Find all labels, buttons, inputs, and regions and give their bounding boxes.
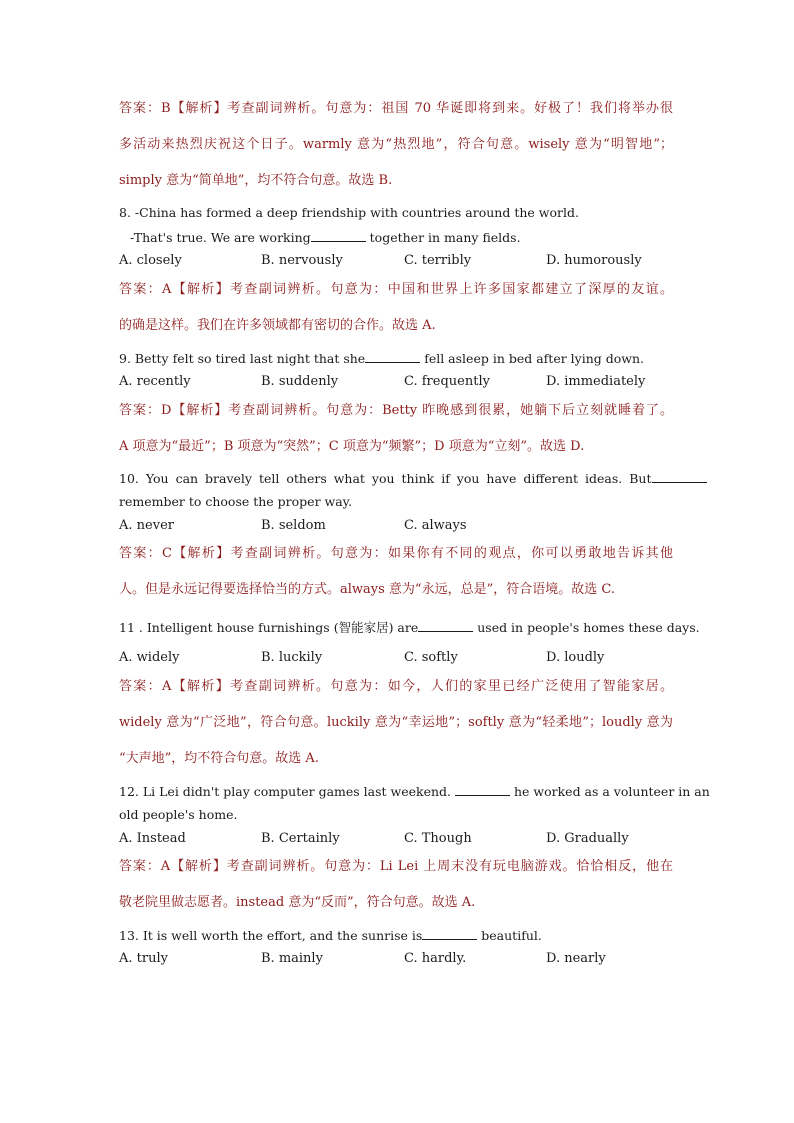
option-d: D. Gradually (546, 831, 629, 846)
question-11: 11 . Intelligent house furnishings (智能家居) are used in people's homes these days. (119, 620, 700, 635)
answer-11-line-3: “大声地”，均不符合句意。故选 A. (119, 751, 319, 766)
option-a: A. closely (119, 253, 182, 268)
option-d: D. nearly (546, 951, 606, 966)
option-a: A. widely (119, 650, 180, 665)
question-13: 13. It is well worth the effort, and the sunrise is beautiful. (119, 928, 542, 943)
answer-10-line-1: 答案：C【解析】考查副词辨析。句意为：如果你有不同的观点，你可以勇敢地告诉其他 (119, 546, 673, 561)
answer-12-line-2: 敬老院里做志愿者。instead 意为“反而”，符合句意。故选 A. (119, 895, 476, 910)
option-b: B. seldom (261, 518, 326, 533)
answer-12-line-1: 答案：A【解析】考查副词辨析。句意为：Li Lei 上周末没有玩电脑游戏。恰恰相反，他在 (119, 859, 673, 874)
option-b: B. suddenly (261, 374, 339, 389)
answer-blank (652, 470, 707, 483)
answer-10-line-2: 人。但是永远记得要选择恰当的方式。always 意为“永远，总是”，符合语境。故选 C. (119, 582, 615, 597)
question-9: 9. Betty felt so tired last night that she fell asleep in bed after lying down. (119, 351, 644, 366)
option-c: C. frequently (404, 374, 490, 389)
answer-blank (422, 927, 477, 940)
answer-7-line-2: 多活动来热烈庆祝这个日子。warmly 意为“热烈地”，符合句意。wisely 意为“明智地”； (119, 137, 673, 152)
option-a: A. recently (119, 374, 191, 389)
option-b: B. mainly (261, 951, 323, 966)
option-b: B. Certainly (261, 831, 340, 846)
option-c: C. Though (404, 831, 472, 846)
question-10-line-2: remember to choose the proper way. (119, 494, 353, 509)
option-d: D. loudly (546, 650, 605, 665)
answer-blank (418, 619, 473, 632)
option-a: A. truly (119, 951, 168, 966)
answer-11-line-1: 答案：A【解析】考查副词辨析。句意为：如今，人们的家里已经广泛使用了智能家居。 (119, 679, 673, 694)
option-d: D. humorously (546, 253, 642, 268)
question-8-line-1: 8. -China has formed a deep friendship with countries around the world. (119, 205, 579, 220)
question-8-line-2: -That's true. We are working together in many fields. (130, 230, 521, 245)
option-c: C. always (404, 518, 467, 533)
question-12-line-1: 12. Li Lei didn't play computer games last weekend. he worked as a volunteer in an (119, 784, 710, 799)
option-a: A. never (119, 518, 174, 533)
option-c: C. hardly. (404, 951, 467, 966)
answer-blank (311, 229, 366, 242)
option-b: B. luckily (261, 650, 323, 665)
answer-11-line-2: widely 意为“广泛地”，符合句意。luckily 意为“幸运地”；softly 意为“轻柔地”；loudly 意为 (119, 715, 673, 730)
answer-8-line-1: 答案：A【解析】考查副词辨析。句意为：中国和世界上许多国家都建立了深厚的友谊。 (119, 282, 673, 297)
option-b: B. nervously (261, 253, 343, 268)
answer-9-line-1: 答案：D【解析】考查副词辨析。句意为：Betty 昨晚感到很累，她躺下后立刻就睡着了。 (119, 403, 673, 418)
answer-blank (455, 783, 510, 796)
answer-7-line-3: simply 意为“简单地”，均不符合句意。故选 B. (119, 173, 393, 188)
answer-8-line-2: 的确是这样。我们在许多领域都有密切的合作。故选 A. (119, 318, 436, 333)
question-12-line-2: old people's home. (119, 807, 238, 822)
answer-7-line-1: 答案：B【解析】考查副词辨析。句意为：祖国 70 华诞即将到来。好极了！我们将举办很 (119, 101, 673, 116)
answer-blank (365, 350, 420, 363)
option-a: A. Instead (119, 831, 186, 846)
option-c: C. softly (404, 650, 458, 665)
option-d: D. immediately (546, 374, 646, 389)
answer-9-line-2: A 项意为“最近”；B 项意为“突然”；C 项意为“频繁”；D 项意为“立刻”。故选 D. (119, 439, 585, 454)
question-10-line-1: 10. You can bravely tell others what you think if you have different ideas. But (119, 470, 673, 487)
option-c: C. terribly (404, 253, 472, 268)
